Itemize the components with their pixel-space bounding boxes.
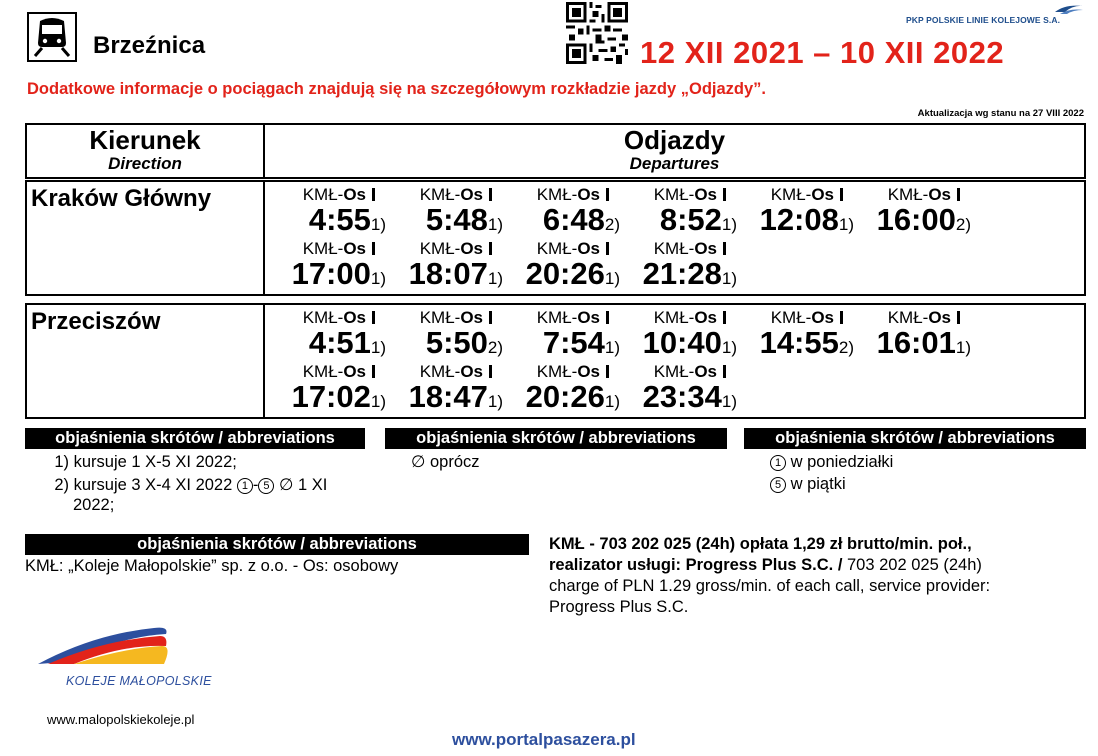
departures-label: Odjazdy: [623, 125, 726, 155]
departure-time: 5:50: [425, 325, 488, 360]
platform-bar-icon: [372, 365, 375, 378]
platform-bar-icon: [606, 311, 609, 324]
direction-label: Kierunek: [89, 125, 201, 155]
day-5-icon: 5: [258, 478, 274, 494]
time-line: [624, 258, 741, 296]
departure-note: 1): [721, 392, 737, 411]
departure-note: 1): [370, 338, 386, 357]
destination-row: [25, 303, 1086, 419]
day-1-icon: 1: [237, 478, 253, 494]
departure-note: 1): [604, 338, 620, 357]
train-icon: [30, 17, 74, 57]
table-header: [25, 123, 1086, 179]
departure-note: 1): [838, 215, 854, 234]
operator-code: KMŁ-: [302, 308, 344, 327]
departure-item: [624, 185, 741, 239]
operator-code: KMŁ-: [419, 239, 461, 258]
time-line: [624, 327, 741, 365]
note-text: kursuje 1 X-5 XI 2022;: [73, 453, 237, 471]
abbreviations-days: [744, 428, 1086, 494]
abbreviations-heading: objaśnienia skrótów / abbreviations: [25, 534, 529, 555]
time-line: [858, 204, 975, 242]
qr-code: [566, 2, 628, 64]
hotline-line-1: KMŁ - 703 202 025 (24h) opłata 1,29 zł brutto/min. poł.,: [549, 535, 972, 553]
departure-note: 2): [838, 338, 854, 357]
platform-bar-icon: [723, 188, 726, 201]
pkp-logo-text: PKP POLSKIE LINIE KOLEJOWE S.A.: [906, 15, 1061, 25]
operator-code: KMŁ-: [536, 185, 578, 204]
category-code: Os: [811, 308, 834, 327]
departure-item: [507, 185, 624, 239]
departure-item: [273, 185, 390, 239]
time-line: [390, 327, 507, 365]
departure-note: 2): [955, 215, 971, 234]
category-code: Os: [343, 362, 366, 381]
day-text: w poniedziałki: [790, 453, 894, 471]
koleje-malopolskie-logo-icon: [34, 624, 224, 670]
operator-code: KMŁ-: [536, 239, 578, 258]
platform-bar-icon: [723, 311, 726, 324]
platform-bar-icon: [489, 311, 492, 324]
operator-code: KMŁ-: [653, 362, 695, 381]
abbreviations-operators: [25, 534, 529, 576]
day-monday: [744, 452, 1086, 472]
operator-code: KMŁ-: [419, 362, 461, 381]
hotline-line-3: charge of PLN 1.29 gross/min. of each call, service provider:: [549, 577, 991, 595]
category-code: Os: [460, 362, 483, 381]
info-notice: Dodatkowe informacje o pociągach znajdują się na szczegółowym rozkładzie jazdy „Odjazdy”.: [27, 80, 767, 98]
departure-item: [858, 308, 975, 362]
time-line: [624, 204, 741, 242]
platform-bar-icon: [372, 242, 375, 255]
time-line: [507, 381, 624, 419]
departure-time: 7:54: [542, 325, 605, 360]
departure-item: [507, 308, 624, 362]
note-number: 2): [54, 476, 69, 494]
time-line: [741, 204, 858, 242]
departure-time: 4:51: [308, 325, 371, 360]
hotline-number: 703 202 025 (24h): [842, 556, 982, 574]
departures-header: [265, 125, 1084, 177]
direction-label-en: Direction: [108, 154, 182, 173]
category-code: Os: [577, 308, 600, 327]
category-code: Os: [460, 185, 483, 204]
hotline-line-2: [549, 555, 1089, 576]
time-line: [741, 327, 858, 365]
departure-time: 20:26: [525, 256, 605, 291]
departure-time: 14:55: [759, 325, 839, 360]
direction-header: [27, 125, 265, 177]
range-dash: -: [252, 476, 259, 494]
note-1: [25, 452, 365, 472]
train-icon-box: [27, 12, 77, 62]
departure-time: 17:02: [291, 379, 371, 414]
note-text: 2022;: [73, 496, 115, 514]
departure-time: 18:47: [408, 379, 488, 414]
departure-item: [507, 239, 624, 293]
day-5-icon: 5: [770, 477, 786, 493]
operator-code: KMŁ-: [653, 185, 695, 204]
departure-time: 17:00: [291, 256, 371, 291]
day-1-icon: 1: [770, 455, 786, 471]
departure-item: [390, 239, 507, 293]
departure-note: 1): [370, 269, 386, 288]
category-code: Os: [343, 185, 366, 204]
operator-code: KMŁ-: [302, 185, 344, 204]
departure-list: [265, 182, 1084, 294]
platform-bar-icon: [840, 311, 843, 324]
departures-label-en: Departures: [629, 154, 720, 173]
day-friday: [744, 474, 1086, 494]
departure-note: 1): [604, 392, 620, 411]
category-code: Os: [928, 185, 951, 204]
destination-row: [25, 180, 1086, 296]
departure-time: 10:40: [642, 325, 722, 360]
departure-time: 21:28: [642, 256, 722, 291]
portal-url[interactable]: www.portalpasazera.pl: [452, 730, 636, 749]
operator-code: KMŁ-: [419, 185, 461, 204]
brand-url[interactable]: www.malopolskiekoleje.pl: [47, 712, 195, 727]
category-code: Os: [577, 185, 600, 204]
departure-time: 16:01: [876, 325, 956, 360]
koleje-malopolskie-logo: [34, 624, 224, 694]
departure-note: 2): [487, 338, 503, 357]
station-name: Brzeźnica: [93, 32, 206, 59]
departure-note: 1): [370, 215, 386, 234]
note-text: 1 XI: [297, 476, 328, 494]
abbreviations-heading: objaśnienia skrótów / abbreviations: [744, 428, 1086, 449]
platform-bar-icon: [840, 188, 843, 201]
departure-item: [624, 308, 741, 362]
time-line: [507, 258, 624, 296]
platform-bar-icon: [606, 188, 609, 201]
time-line: [273, 381, 390, 419]
departure-note: 2): [604, 215, 620, 234]
departure-note: 1): [955, 338, 971, 357]
departure-time: 5:48: [425, 202, 488, 237]
operator-code: KMŁ-: [653, 308, 695, 327]
departure-note: 1): [487, 215, 503, 234]
platform-bar-icon: [606, 365, 609, 378]
time-line: [390, 381, 507, 419]
note-text: kursuje 3 X-4 XI 2022: [73, 476, 233, 494]
time-line: [858, 327, 975, 365]
category-code: Os: [694, 308, 717, 327]
validity-period: 12 XII 2021 – 10 XII 2022: [640, 35, 1005, 70]
departure-item: [741, 185, 858, 239]
category-code: Os: [460, 308, 483, 327]
abbreviations-notes: [25, 428, 365, 515]
departure-note: 1): [487, 392, 503, 411]
destination-name: Przeciszów: [27, 305, 265, 417]
time-line: [273, 258, 390, 296]
hotline-provider: realizator usługi: Progress Plus S.C. /: [549, 556, 843, 574]
departure-time: 23:34: [642, 379, 722, 414]
departure-time: 16:00: [876, 202, 956, 237]
platform-bar-icon: [723, 365, 726, 378]
departure-time: 6:48: [542, 202, 605, 237]
time-line: [507, 204, 624, 242]
note-number: 1): [54, 453, 69, 471]
operator-code: KMŁ-: [887, 308, 929, 327]
platform-bar-icon: [372, 188, 375, 201]
operator-code: KMŁ-: [536, 362, 578, 381]
time-line: [624, 381, 741, 419]
operator-code: KMŁ-: [887, 185, 929, 204]
time-line: [390, 258, 507, 296]
departure-item: [507, 362, 624, 416]
category-code: Os: [343, 239, 366, 258]
operators-text: KMŁ: „Koleje Małopolskie” sp. z o.o. - Os: osobowy: [25, 557, 399, 575]
category-code: Os: [811, 185, 834, 204]
category-code: Os: [343, 308, 366, 327]
departure-item: [741, 308, 858, 362]
departure-item: [390, 362, 507, 416]
time-line: [390, 204, 507, 242]
update-note: Aktualizacja wg stanu na 27 VIII 2022: [917, 108, 1084, 119]
departure-note: 1): [721, 269, 737, 288]
operator-code: KMŁ-: [770, 308, 812, 327]
category-code: Os: [577, 239, 600, 258]
platform-bar-icon: [489, 365, 492, 378]
departure-item: [390, 308, 507, 362]
departure-item: [624, 362, 741, 416]
platform-bar-icon: [957, 188, 960, 201]
category-code: Os: [694, 239, 717, 258]
departure-note: 1): [604, 269, 620, 288]
platform-bar-icon: [489, 242, 492, 255]
departure-time: 20:26: [525, 379, 605, 414]
operator-code: KMŁ-: [536, 308, 578, 327]
platform-bar-icon: [489, 188, 492, 201]
category-code: Os: [928, 308, 951, 327]
departure-item: [273, 362, 390, 416]
platform-bar-icon: [957, 311, 960, 324]
except-icon: ∅: [278, 476, 294, 494]
departure-time: 12:08: [759, 202, 839, 237]
departure-list: [265, 305, 1084, 417]
symbol-text: oprócz: [429, 453, 480, 471]
operator-code: KMŁ-: [302, 362, 344, 381]
day-text: w piątki: [790, 475, 846, 493]
departure-note: 1): [721, 338, 737, 357]
time-line: [273, 327, 390, 365]
hotline-info: [549, 534, 1089, 618]
time-line: [507, 327, 624, 365]
category-code: Os: [460, 239, 483, 258]
hotline-line-4: Progress Plus S.C.: [549, 598, 689, 616]
operator-code: KMŁ-: [770, 185, 812, 204]
departure-item: [273, 239, 390, 293]
departure-note: 1): [721, 215, 737, 234]
operator-code: KMŁ-: [653, 239, 695, 258]
departure-item: [390, 185, 507, 239]
departure-time: 8:52: [659, 202, 722, 237]
except-icon: ∅: [411, 453, 426, 471]
operator-code: KMŁ-: [302, 239, 344, 258]
category-code: Os: [694, 185, 717, 204]
symbol-except: [385, 452, 727, 472]
departure-time: 4:55: [308, 202, 371, 237]
destination-name: Kraków Główny: [27, 182, 265, 294]
departure-item: [624, 239, 741, 293]
note-2: [25, 475, 365, 515]
category-code: Os: [577, 362, 600, 381]
platform-bar-icon: [372, 311, 375, 324]
departure-time: 18:07: [408, 256, 488, 291]
abbreviations-heading: objaśnienia skrótów / abbreviations: [385, 428, 727, 449]
departure-note: 1): [487, 269, 503, 288]
operator-code: KMŁ-: [419, 308, 461, 327]
platform-bar-icon: [723, 242, 726, 255]
brand-name: KOLEJE MAŁOPOLSKIE: [66, 674, 212, 688]
abbreviations-heading: objaśnienia skrótów / abbreviations: [25, 428, 365, 449]
category-code: Os: [694, 362, 717, 381]
departure-note: 1): [370, 392, 386, 411]
departure-item: [858, 185, 975, 239]
abbreviations-symbols: [385, 428, 727, 472]
departure-item: [273, 308, 390, 362]
time-line: [273, 204, 390, 242]
platform-bar-icon: [606, 242, 609, 255]
pkp-wave-icon: [905, 2, 1085, 16]
